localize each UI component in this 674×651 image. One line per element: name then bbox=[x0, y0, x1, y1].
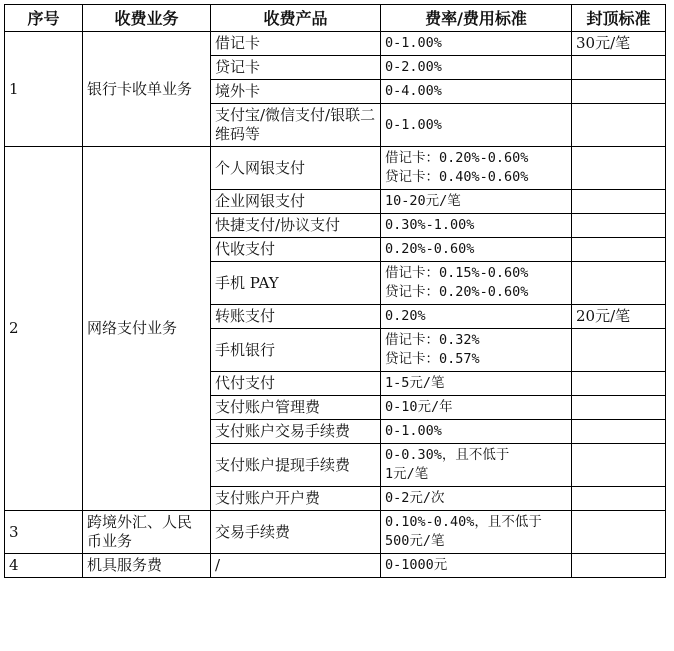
rate-text: 0-1.00% bbox=[385, 116, 442, 133]
business-name: 跨境外汇、人民币业务 bbox=[83, 511, 211, 554]
header-row bbox=[5, 5, 666, 32]
rate-cell bbox=[381, 214, 572, 238]
cap-cell bbox=[572, 56, 666, 80]
business-name: 网络支付业务 bbox=[83, 147, 211, 511]
cap-cell bbox=[572, 396, 666, 420]
rate-cell bbox=[381, 511, 572, 554]
rate-text: 0-1.00% bbox=[385, 423, 442, 439]
rate-cell bbox=[381, 372, 572, 396]
rate-cell bbox=[381, 396, 572, 420]
rate-cell bbox=[381, 420, 572, 444]
product-name: 交易手续费 bbox=[211, 511, 381, 554]
cap-cell bbox=[572, 262, 666, 305]
fee-table bbox=[4, 4, 666, 578]
product-name: 代收支付 bbox=[211, 238, 381, 262]
rate-text: 0.20% bbox=[385, 308, 426, 324]
table-row bbox=[5, 554, 666, 578]
rate-cell bbox=[381, 190, 572, 214]
group-number: 1 bbox=[5, 32, 83, 147]
rate-text: 0.30%-1.00% bbox=[385, 217, 475, 233]
product-name: 代付支付 bbox=[211, 372, 381, 396]
product-name: 贷记卡 bbox=[211, 56, 381, 80]
rate-text: 0-1.00% bbox=[385, 35, 442, 51]
cap-cell bbox=[572, 238, 666, 262]
cap-cell bbox=[572, 444, 666, 487]
rate-cell bbox=[381, 329, 572, 372]
rate-cell bbox=[381, 80, 572, 104]
rate-text: 0-4.00% bbox=[385, 83, 442, 99]
rate-text: 贷记卡：0.57% bbox=[385, 351, 480, 367]
product-name: 快捷支付/协议支付 bbox=[211, 214, 381, 238]
rate-text: 贷记卡：0.40%-0.60% bbox=[385, 169, 529, 185]
group-number: 4 bbox=[5, 554, 83, 578]
rate-cell bbox=[381, 444, 572, 487]
rate-text: 0-0.30%，且不低于 bbox=[385, 447, 510, 463]
business-name: 机具服务费 bbox=[83, 554, 211, 578]
cap-cell bbox=[572, 420, 666, 444]
fee-table-container bbox=[4, 4, 666, 578]
rate-text: 1元/笔 bbox=[385, 466, 429, 482]
cap-cell bbox=[572, 80, 666, 104]
product-name: 支付宝/微信支付/银联二维码等 bbox=[211, 104, 381, 147]
rate-text: 借记卡：0.20%-0.60% bbox=[385, 150, 529, 166]
rate-cell bbox=[381, 104, 572, 147]
col-header-business: 收费业务 bbox=[83, 5, 211, 32]
cap-cell bbox=[572, 372, 666, 396]
rate-cell bbox=[381, 262, 572, 305]
product-name: 支付账户开户费 bbox=[211, 487, 381, 511]
cap-cell bbox=[572, 487, 666, 511]
rate-text: 0.10%-0.40%，且不低于 bbox=[385, 514, 542, 530]
rate-text: 500元/笔 bbox=[385, 533, 445, 549]
rate-text: 1-5元/笔 bbox=[385, 375, 445, 391]
rate-text: 10-20元/笔 bbox=[385, 193, 461, 209]
rate-text: 0-10元/年 bbox=[385, 399, 453, 415]
rate-text: 贷记卡：0.20%-0.60% bbox=[385, 284, 529, 300]
rate-cell bbox=[381, 238, 572, 262]
table-row bbox=[5, 147, 666, 190]
product-name: 支付账户交易手续费 bbox=[211, 420, 381, 444]
rate-cell bbox=[381, 305, 572, 329]
cap-cell: 30元/笔 bbox=[572, 32, 666, 56]
product-name: 境外卡 bbox=[211, 80, 381, 104]
product-name: 个人网银支付 bbox=[211, 147, 381, 190]
product-name: 手机 PAY bbox=[211, 262, 381, 305]
table-row bbox=[5, 32, 666, 56]
product-name: 支付账户提现手续费 bbox=[211, 444, 381, 487]
rate-text: 0-2.00% bbox=[385, 59, 442, 75]
cap-cell bbox=[572, 554, 666, 578]
rate-cell bbox=[381, 487, 572, 511]
product-name: 支付账户管理费 bbox=[211, 396, 381, 420]
group-number: 3 bbox=[5, 511, 83, 554]
col-header-cap: 封顶标准 bbox=[572, 5, 666, 32]
cap-cell bbox=[572, 104, 666, 147]
product-name: 企业网银支付 bbox=[211, 190, 381, 214]
product-name: 转账支付 bbox=[211, 305, 381, 329]
cap-cell bbox=[572, 147, 666, 190]
business-name: 银行卡收单业务 bbox=[83, 32, 211, 147]
col-header-product: 收费产品 bbox=[211, 5, 381, 32]
rate-text: 借记卡：0.15%-0.60% bbox=[385, 265, 529, 281]
rate-cell bbox=[381, 32, 572, 56]
cap-cell: 20元/笔 bbox=[572, 305, 666, 329]
group-number: 2 bbox=[5, 147, 83, 511]
cap-cell bbox=[572, 511, 666, 554]
cap-cell bbox=[572, 214, 666, 238]
rate-text: 借记卡：0.32% bbox=[385, 332, 480, 348]
cap-cell bbox=[572, 190, 666, 214]
col-header-no: 序号 bbox=[5, 5, 83, 32]
product-name: 借记卡 bbox=[211, 32, 381, 56]
rate-text: 0-2元/次 bbox=[385, 490, 445, 506]
col-header-rate: 费率/费用标准 bbox=[381, 5, 572, 32]
rate-text: 0.20%-0.60% bbox=[385, 241, 475, 257]
product-name: / bbox=[211, 554, 381, 578]
rate-cell bbox=[381, 554, 572, 578]
rate-cell bbox=[381, 147, 572, 190]
rate-text: 0-1000元 bbox=[385, 557, 448, 573]
cap-cell bbox=[572, 329, 666, 372]
table-row bbox=[5, 511, 666, 554]
rate-cell bbox=[381, 56, 572, 80]
product-name: 手机银行 bbox=[211, 329, 381, 372]
